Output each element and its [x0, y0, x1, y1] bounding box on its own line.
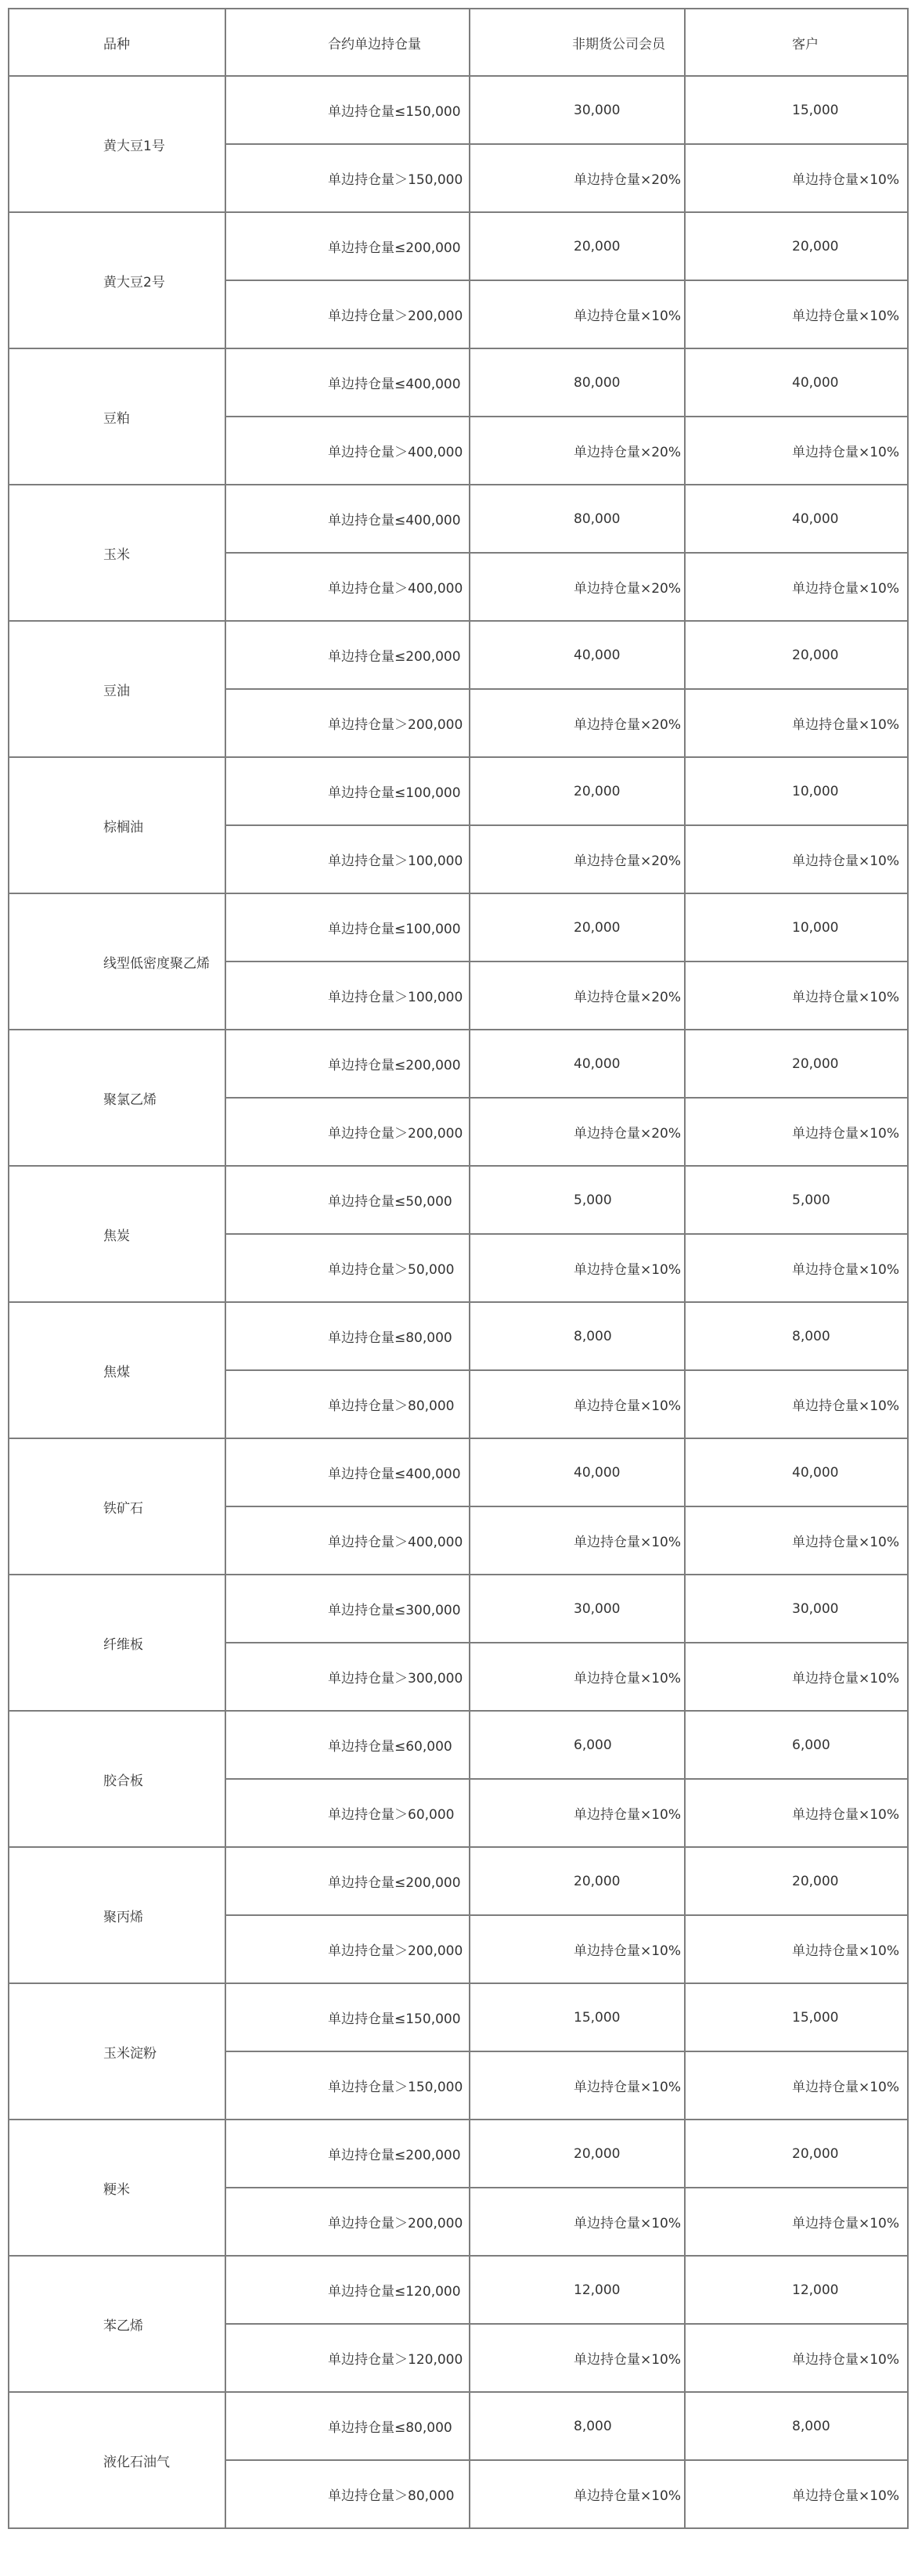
member-limit-cell: 单边持仓量×10% — [470, 1643, 685, 1711]
range-cell: 单边持仓量＞200,000 — [225, 280, 470, 348]
client-limit-cell: 单边持仓量×10% — [685, 2460, 908, 2528]
range-cell: 单边持仓量＞400,000 — [225, 1506, 470, 1575]
variety-name: 粳米 — [9, 2120, 225, 2256]
member-limit-cell: 单边持仓量×10% — [470, 2188, 685, 2256]
table-row — [9, 1711, 908, 1779]
table-row — [9, 2120, 908, 2188]
variety-name: 棕榈油 — [9, 757, 225, 893]
client-limit-cell: 20,000 — [685, 1030, 908, 1098]
member-limit-cell: 80,000 — [470, 348, 685, 417]
member-limit-cell: 单边持仓量×10% — [470, 1915, 685, 1983]
range-cell: 单边持仓量＞80,000 — [225, 1370, 470, 1438]
member-limit-cell: 单边持仓量×20% — [470, 1098, 685, 1166]
member-limit-cell: 单边持仓量×10% — [470, 1506, 685, 1575]
table-row — [9, 76, 908, 144]
range-cell: 单边持仓量≤60,000 — [225, 1711, 470, 1779]
client-limit-cell: 单边持仓量×10% — [685, 1779, 908, 1847]
header-row — [9, 9, 908, 76]
range-cell: 单边持仓量≤400,000 — [225, 348, 470, 417]
range-cell: 单边持仓量＞100,000 — [225, 825, 470, 893]
range-cell: 单边持仓量≤100,000 — [225, 893, 470, 961]
variety-name: 焦炭 — [9, 1166, 225, 1302]
client-limit-cell: 20,000 — [685, 2120, 908, 2188]
member-limit-cell: 30,000 — [470, 76, 685, 144]
table-row — [9, 757, 908, 825]
member-limit-cell: 20,000 — [470, 757, 685, 825]
member-limit-cell: 单边持仓量×10% — [470, 1234, 685, 1302]
member-limit-cell: 6,000 — [470, 1711, 685, 1779]
member-limit-cell: 单边持仓量×20% — [470, 553, 685, 621]
member-limit-cell: 20,000 — [470, 893, 685, 961]
variety-name: 聚丙烯 — [9, 1847, 225, 1983]
member-limit-cell: 15,000 — [470, 1983, 685, 2051]
client-limit-cell: 10,000 — [685, 893, 908, 961]
range-cell: 单边持仓量＞300,000 — [225, 1643, 470, 1711]
table-row — [9, 485, 908, 553]
client-limit-cell: 单边持仓量×10% — [685, 1915, 908, 1983]
member-limit-cell: 单边持仓量×10% — [470, 280, 685, 348]
table-row — [9, 348, 908, 417]
variety-name: 豆粕 — [9, 348, 225, 485]
client-limit-cell: 10,000 — [685, 757, 908, 825]
range-cell: 单边持仓量≤200,000 — [225, 212, 470, 280]
client-limit-cell: 6,000 — [685, 1711, 908, 1779]
range-cell: 单边持仓量＞80,000 — [225, 2460, 470, 2528]
range-cell: 单边持仓量＞200,000 — [225, 1915, 470, 1983]
table-row — [9, 1575, 908, 1643]
range-cell: 单边持仓量≤150,000 — [225, 1983, 470, 2051]
member-limit-cell: 单边持仓量×20% — [470, 961, 685, 1030]
member-limit-cell: 单边持仓量×10% — [470, 2460, 685, 2528]
member-limit-cell: 单边持仓量×10% — [470, 1370, 685, 1438]
client-limit-cell: 单边持仓量×10% — [685, 2051, 908, 2120]
member-limit-cell: 20,000 — [470, 212, 685, 280]
member-limit-cell: 单边持仓量×20% — [470, 417, 685, 485]
range-cell: 单边持仓量＞200,000 — [225, 2188, 470, 2256]
member-limit-cell: 40,000 — [470, 621, 685, 689]
member-limit-cell: 8,000 — [470, 1302, 685, 1370]
variety-name: 铁矿石 — [9, 1438, 225, 1575]
header-client: 客户 — [685, 9, 908, 76]
range-cell: 单边持仓量≤100,000 — [225, 757, 470, 825]
client-limit-cell: 20,000 — [685, 212, 908, 280]
member-limit-cell: 8,000 — [470, 2392, 685, 2460]
variety-name: 豆油 — [9, 621, 225, 757]
table-row — [9, 1166, 908, 1234]
table-row — [9, 1983, 908, 2051]
variety-name: 聚氯乙烯 — [9, 1030, 225, 1166]
client-limit-cell: 15,000 — [685, 1983, 908, 2051]
client-limit-cell: 30,000 — [685, 1575, 908, 1643]
member-limit-cell: 单边持仓量×10% — [470, 2051, 685, 2120]
client-limit-cell: 20,000 — [685, 1847, 908, 1915]
range-cell: 单边持仓量＞150,000 — [225, 144, 470, 212]
variety-name: 玉米淀粉 — [9, 1983, 225, 2120]
client-limit-cell: 单边持仓量×10% — [685, 825, 908, 893]
client-limit-cell: 15,000 — [685, 76, 908, 144]
client-limit-cell: 8,000 — [685, 2392, 908, 2460]
client-limit-cell: 单边持仓量×10% — [685, 553, 908, 621]
member-limit-cell: 5,000 — [470, 1166, 685, 1234]
range-cell: 单边持仓量≤400,000 — [225, 485, 470, 553]
variety-name: 苯乙烯 — [9, 2256, 225, 2392]
header-contract-open-interest: 合约单边持仓量 — [225, 9, 470, 76]
table-row — [9, 621, 908, 689]
variety-name: 焦煤 — [9, 1302, 225, 1438]
table-row — [9, 1438, 908, 1506]
member-limit-cell: 单边持仓量×20% — [470, 689, 685, 757]
range-cell: 单边持仓量＞400,000 — [225, 417, 470, 485]
range-cell: 单边持仓量≤200,000 — [225, 2120, 470, 2188]
client-limit-cell: 单边持仓量×10% — [685, 1098, 908, 1166]
member-limit-cell: 12,000 — [470, 2256, 685, 2324]
range-cell: 单边持仓量＞120,000 — [225, 2324, 470, 2392]
variety-name: 黄大豆2号 — [9, 212, 225, 348]
member-limit-cell: 20,000 — [470, 1847, 685, 1915]
range-cell: 单边持仓量≤150,000 — [225, 76, 470, 144]
client-limit-cell: 单边持仓量×10% — [685, 1234, 908, 1302]
table-row — [9, 1302, 908, 1370]
range-cell: 单边持仓量≤200,000 — [225, 1030, 470, 1098]
table-body — [9, 76, 908, 2528]
table-row — [9, 1847, 908, 1915]
client-limit-cell: 20,000 — [685, 621, 908, 689]
range-cell: 单边持仓量＞200,000 — [225, 689, 470, 757]
client-limit-cell: 12,000 — [685, 2256, 908, 2324]
range-cell: 单边持仓量≤120,000 — [225, 2256, 470, 2324]
member-limit-cell: 单边持仓量×10% — [470, 1779, 685, 1847]
variety-name: 黄大豆1号 — [9, 76, 225, 212]
table-row — [9, 2256, 908, 2324]
range-cell: 单边持仓量≤400,000 — [225, 1438, 470, 1506]
variety-name: 玉米 — [9, 485, 225, 621]
table-row — [9, 893, 908, 961]
client-limit-cell: 单边持仓量×10% — [685, 1506, 908, 1575]
client-limit-cell: 单边持仓量×10% — [685, 961, 908, 1030]
range-cell: 单边持仓量＞60,000 — [225, 1779, 470, 1847]
range-cell: 单边持仓量≤300,000 — [225, 1575, 470, 1643]
client-limit-cell: 单边持仓量×10% — [685, 144, 908, 212]
member-limit-cell: 20,000 — [470, 2120, 685, 2188]
header-non-futures-member: 非期货公司会员 — [470, 9, 685, 76]
variety-name: 线型低密度聚乙烯 — [9, 893, 225, 1030]
variety-name: 液化石油气 — [9, 2392, 225, 2528]
table-row — [9, 212, 908, 280]
client-limit-cell: 40,000 — [685, 485, 908, 553]
member-limit-cell: 40,000 — [470, 1438, 685, 1506]
header-variety: 品种 — [9, 9, 225, 76]
client-limit-cell: 单边持仓量×10% — [685, 1370, 908, 1438]
variety-name: 胶合板 — [9, 1711, 225, 1847]
range-cell: 单边持仓量≤80,000 — [225, 2392, 470, 2460]
client-limit-cell: 5,000 — [685, 1166, 908, 1234]
table-row — [9, 1030, 908, 1098]
range-cell: 单边持仓量≤200,000 — [225, 1847, 470, 1915]
client-limit-cell: 单边持仓量×10% — [685, 417, 908, 485]
variety-name: 纤维板 — [9, 1575, 225, 1711]
range-cell: 单边持仓量≤80,000 — [225, 1302, 470, 1370]
client-limit-cell: 单边持仓量×10% — [685, 280, 908, 348]
range-cell: 单边持仓量＞150,000 — [225, 2051, 470, 2120]
range-cell: 单边持仓量＞200,000 — [225, 1098, 470, 1166]
client-limit-cell: 单边持仓量×10% — [685, 689, 908, 757]
range-cell: 单边持仓量＞100,000 — [225, 961, 470, 1030]
member-limit-cell: 单边持仓量×20% — [470, 144, 685, 212]
member-limit-cell: 单边持仓量×20% — [470, 825, 685, 893]
member-limit-cell: 40,000 — [470, 1030, 685, 1098]
client-limit-cell: 40,000 — [685, 348, 908, 417]
client-limit-cell: 40,000 — [685, 1438, 908, 1506]
table-row — [9, 2392, 908, 2460]
member-limit-cell: 单边持仓量×10% — [470, 2324, 685, 2392]
position-limit-table — [8, 8, 909, 2529]
range-cell: 单边持仓量＞50,000 — [225, 1234, 470, 1302]
range-cell: 单边持仓量≤50,000 — [225, 1166, 470, 1234]
client-limit-cell: 单边持仓量×10% — [685, 1643, 908, 1711]
range-cell: 单边持仓量＞400,000 — [225, 553, 470, 621]
client-limit-cell: 8,000 — [685, 1302, 908, 1370]
member-limit-cell: 30,000 — [470, 1575, 685, 1643]
range-cell: 单边持仓量≤200,000 — [225, 621, 470, 689]
client-limit-cell: 单边持仓量×10% — [685, 2188, 908, 2256]
member-limit-cell: 80,000 — [470, 485, 685, 553]
client-limit-cell: 单边持仓量×10% — [685, 2324, 908, 2392]
